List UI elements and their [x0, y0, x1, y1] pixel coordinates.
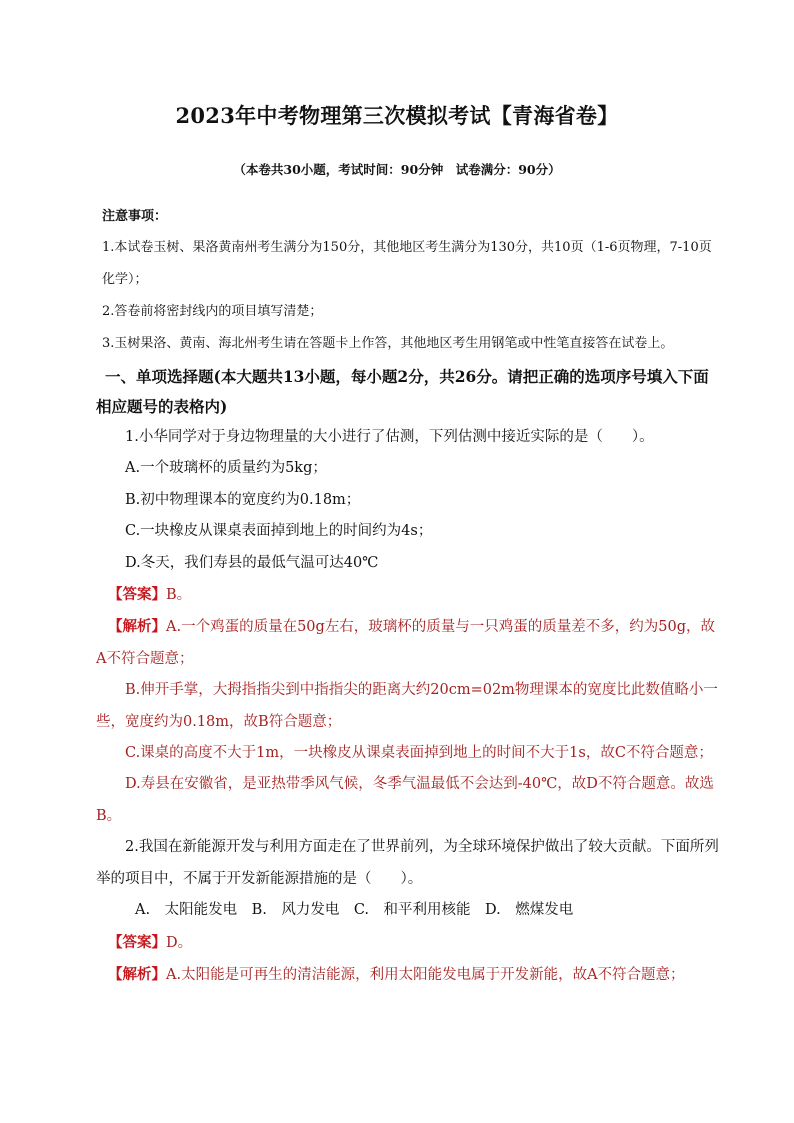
- question-1-analysis-c: C.课桌的高度不大于1m，一块橡皮从课桌表面掉到地上的时间不大于1s，故C不符合题意；: [125, 745, 713, 762]
- question-1-option-d: D.冬天，我们寿县的最低气温可达40℃: [125, 554, 379, 571]
- question-1-option-b: B.初中物理课本的宽度约为0.18m；: [125, 491, 361, 508]
- question-1-analysis-a: [96, 611, 724, 675]
- question-2-options: A. 太阳能发电 B. 风力发电 C. 和平利用核能 D. 燃煤发电: [135, 902, 574, 919]
- question-1-stem: 1.小华同学对于身边物理量的大小进行了估测，下列估测中接近实际的是（ ）。: [125, 429, 654, 445]
- analysis-text: A.太阳能是可再生的清洁能源，利用太阳能发电属于开发新能，故A不符合题意；: [166, 966, 685, 983]
- answer-value: B。: [166, 587, 192, 604]
- answer-value: D。: [166, 934, 193, 951]
- question-1-analysis-d: D.寿县在安徽省，是亚热带季风气候，冬季气温最低不会达到-40℃，故D不符合题意。故选B。: [96, 776, 714, 824]
- question-2-analysis-a: [96, 959, 724, 991]
- notice-item-1: 1.本试卷玉树、果洛黄南州考生满分为150分，其他地区考生满分为130分，共10页（1-6页物理，7-10页化学）；: [102, 240, 712, 287]
- section-heading: 一、单项选择题(本大题共13小题，每小题2分，共26分。请把正确的选项序号填入下面相应题号的表格内): [96, 367, 709, 416]
- notice-item-3: 3.玉树果洛、黄南、海北州考生请在答题卡上作答，其他地区考生用钢笔或中性笔直接答在试卷上。: [102, 336, 674, 351]
- analysis-tag: 【解析】: [108, 618, 166, 636]
- answer-tag: 【答案】: [108, 933, 166, 951]
- page-subtitle: （本卷共30小题，考试时间：90分钟 试卷满分：90分）: [233, 162, 561, 177]
- analysis-text: A.一个鸡蛋的质量在50g左右，玻璃杯的质量与一只鸡蛋的质量差不多，约为50g，故A不符合题意；: [96, 619, 716, 667]
- question-2-stem: 2.我国在新能源开发与利用方面走在了世界前列，为全球环境保护做出了较大贡献。下面所列举的项目中，不属于开发新能源措施的是（ ）。: [96, 839, 719, 887]
- exam-content: [96, 200, 724, 991]
- analysis-tag: 【解析】: [108, 965, 166, 983]
- notice-item-2: 2.答卷前将密封线内的项目填写清楚；: [102, 304, 323, 319]
- question-1-analysis-b: B.伸开手掌，大拇指指尖到中指指尖的距离大约20cm=02m物理课本的宽度比此数值略小一些，宽度约为0.18m，故B符合题意；: [96, 682, 718, 730]
- question-1-answer: [96, 579, 724, 611]
- notice-heading: 注意事项：: [102, 209, 168, 224]
- question-2-answer: [96, 927, 724, 959]
- page-title: 2023年中考物理第三次模拟考试【青海省卷】: [175, 103, 619, 128]
- answer-tag: 【答案】: [108, 586, 166, 604]
- question-1-option-c: C.一块橡皮从课桌表面掉到地上的时间约为4s；: [125, 523, 433, 540]
- question-1-option-a: A.一个玻璃杯的质量约为5kg；: [125, 460, 327, 477]
